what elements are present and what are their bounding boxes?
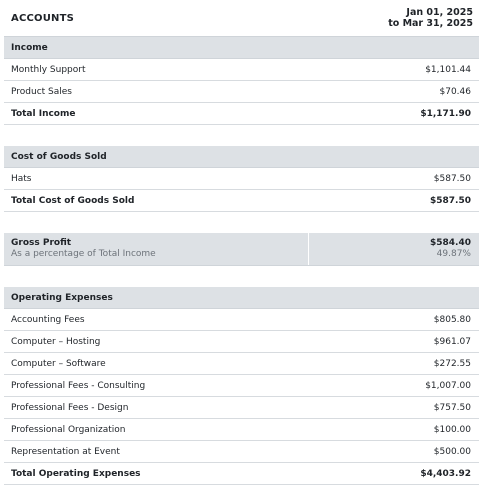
section-spacer	[4, 266, 479, 287]
gross-profit-block	[4, 233, 479, 266]
report-header	[4, 0, 479, 37]
row-value: $500.00	[433, 446, 471, 457]
section-header-income: Income	[4, 37, 479, 59]
opex-row-computer-software[interactable]	[4, 353, 479, 375]
opex-total-row	[4, 463, 479, 485]
opex-row-computer-hosting[interactable]	[4, 331, 479, 353]
period-end: to Mar 31, 2025	[388, 18, 473, 29]
opex-row-prof-fees-design[interactable]	[4, 397, 479, 419]
opex-row-representation-event[interactable]	[4, 441, 479, 463]
row-value: $70.46	[439, 86, 471, 97]
section-spacer	[4, 125, 479, 146]
row-label: Professional Fees - Consulting	[11, 380, 146, 391]
accounts-report	[4, 0, 479, 485]
opex-row-accounting-fees[interactable]	[4, 309, 479, 331]
income-row-product-sales[interactable]	[4, 81, 479, 103]
row-value: $961.07	[433, 336, 471, 347]
row-label: Hats	[11, 173, 32, 184]
row-label: Professional Organization	[11, 424, 126, 435]
row-value: $1,007.00	[425, 380, 471, 391]
gross-profit-values	[309, 233, 479, 265]
row-value: $757.50	[433, 402, 471, 413]
report-period	[388, 0, 479, 29]
total-value: $1,171.90	[420, 108, 471, 119]
income-total-row	[4, 103, 479, 125]
row-label: Accounting Fees	[11, 314, 85, 325]
section-header-cogs: Cost of Goods Sold	[4, 146, 479, 168]
total-label: Total Operating Expenses	[11, 468, 141, 479]
section-header-opex: Operating Expenses	[4, 287, 479, 309]
gross-profit-value: $584.40	[430, 238, 471, 248]
gross-profit-pct-label: As a percentage of Total Income	[11, 249, 156, 259]
row-label: Computer – Hosting	[11, 336, 101, 347]
row-label: Professional Fees - Design	[11, 402, 129, 413]
total-value: $587.50	[430, 195, 471, 206]
row-value: $272.55	[433, 358, 471, 369]
gross-profit-labels	[4, 233, 309, 265]
opex-row-prof-fees-consulting[interactable]	[4, 375, 479, 397]
opex-row-prof-organization[interactable]	[4, 419, 479, 441]
cogs-total-row	[4, 190, 479, 212]
cogs-row-hats[interactable]	[4, 168, 479, 190]
row-value: $587.50	[433, 173, 471, 184]
gross-profit-pct-value: 49.87%	[436, 249, 471, 259]
total-value: $4,403.92	[420, 468, 471, 479]
row-value: $1,101.44	[425, 64, 471, 75]
report-title: ACCOUNTS	[11, 13, 75, 24]
row-label: Computer – Software	[11, 358, 106, 369]
row-label: Representation at Event	[11, 446, 120, 457]
period-start: Jan 01, 2025	[406, 7, 473, 18]
row-label: Product Sales	[11, 86, 72, 97]
income-row-monthly-support[interactable]	[4, 59, 479, 81]
section-spacer	[4, 212, 479, 233]
gross-profit-label: Gross Profit	[11, 238, 72, 248]
total-label: Total Income	[11, 108, 76, 119]
total-label: Total Cost of Goods Sold	[11, 195, 135, 206]
row-label: Monthly Support	[11, 64, 86, 75]
row-value: $805.80	[433, 314, 471, 325]
row-value: $100.00	[433, 424, 471, 435]
